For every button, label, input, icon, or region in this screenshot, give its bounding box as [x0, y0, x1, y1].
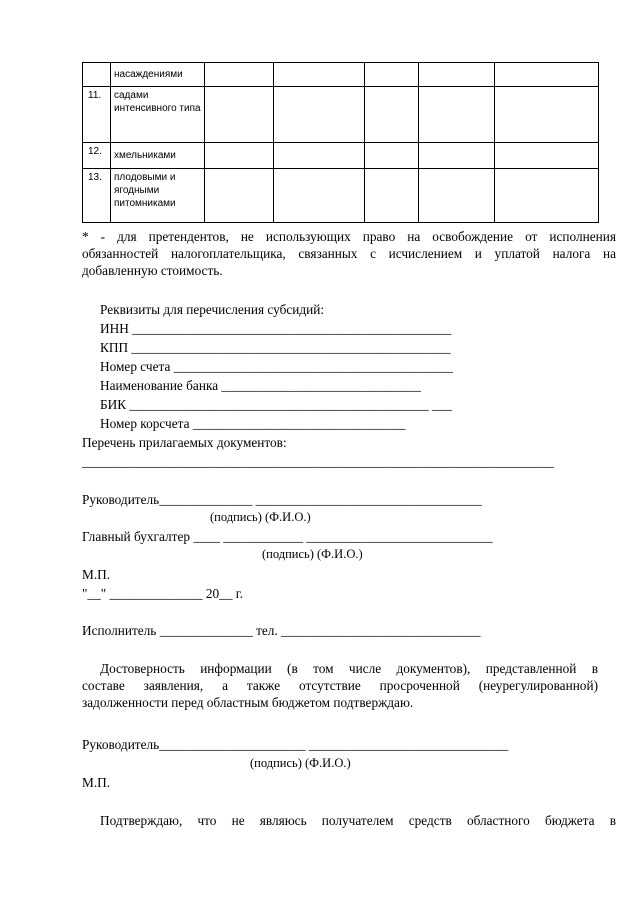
table-cell	[495, 169, 599, 223]
table-cell	[274, 143, 365, 169]
bik-field: БИК _____________________________________________ ___	[100, 397, 452, 412]
table-cell	[495, 63, 599, 87]
reliability-line: составе заявления, а также отсутствие просроченной (неурегулированной)	[82, 678, 598, 693]
footnote-line: обязанностей налогоплательщика, связанных с исчислением и уплатой налога на	[82, 246, 616, 261]
row-name: насаждениями	[111, 63, 205, 87]
table-cell	[274, 169, 365, 223]
accountant-signature-caption: (подпись) (Ф.И.О.)	[262, 547, 363, 561]
documents-line: _______________________________________________________________________	[82, 454, 555, 469]
table-cell	[205, 87, 274, 143]
table-cell	[419, 169, 495, 223]
documents-heading: Перечень прилагаемых документов:	[82, 435, 287, 450]
table-cell	[419, 143, 495, 169]
table-cell	[274, 87, 365, 143]
table-cell	[365, 87, 419, 143]
stamp-place: М.П.	[82, 567, 111, 582]
table-row	[83, 169, 599, 223]
reliability-line: Достоверность информации (в том числе документов), представленной в	[100, 661, 598, 676]
table-cell	[274, 63, 365, 87]
account-field: Номер счета __________________________________________	[100, 359, 453, 374]
row-name: плодовыми и ягодными питомниками	[111, 169, 205, 223]
stamp-place-2: М.П.	[82, 775, 111, 790]
table-cell	[365, 169, 419, 223]
footnote	[82, 228, 616, 279]
table-row	[83, 143, 599, 169]
confirm-paragraph	[100, 812, 616, 829]
row-number: 11.	[83, 87, 111, 143]
table-cell	[419, 87, 495, 143]
row-number: 13.	[83, 169, 111, 223]
row-number	[83, 63, 111, 87]
bank-field: Наименование банка ______________________________	[100, 378, 421, 393]
corr-account-field: Номер корсчета ________________________________	[100, 416, 406, 431]
row-name: садами интенсивного типа	[111, 87, 205, 143]
footnote-line: * - для претендентов, не использующих право на освобождение от исполнения	[82, 229, 616, 244]
confirm-line: Подтверждаю, что не являюсь получателем средств областного бюджета в	[100, 813, 616, 828]
head-signature-caption: (подпись) (Ф.И.О.)	[210, 510, 311, 524]
requisites-heading: Реквизиты для перечисления субсидий:	[100, 302, 325, 317]
date-line: "__" ______________ 20__ г.	[82, 586, 244, 601]
row-number: 12.	[83, 143, 111, 169]
table-cell	[495, 87, 599, 143]
table-cell	[365, 63, 419, 87]
row-name: хмельниками	[111, 143, 205, 169]
kpp-field: КПП ________________________________________________	[100, 340, 451, 355]
accountant-signature-line: Главный бухгалтер ____ ____________ ____________________________	[82, 529, 493, 544]
head-signature-caption-2: (подпись) (Ф.И.О.)	[250, 756, 351, 770]
head-signature-line: Руководитель______________ __________________________________	[82, 492, 482, 507]
footnote-line: добавленную стоимость.	[82, 263, 223, 278]
table-row	[83, 63, 599, 87]
table-cell	[205, 143, 274, 169]
table-cell	[495, 143, 599, 169]
table-cell	[365, 143, 419, 169]
reliability-paragraph	[82, 660, 598, 711]
reliability-line: задолженности перед областным бюджетом подтверждаю.	[82, 695, 414, 710]
inn-field: ИНН ________________________________________________	[100, 321, 452, 336]
executor-line: Исполнитель ______________ тел. ______________________________	[82, 623, 481, 638]
crop-table	[82, 62, 599, 223]
head-signature-line-2: Руководитель______________________ ______________________________	[82, 737, 509, 752]
table-cell	[205, 63, 274, 87]
table-cell	[205, 169, 274, 223]
table-cell	[419, 63, 495, 87]
table-row	[83, 87, 599, 143]
